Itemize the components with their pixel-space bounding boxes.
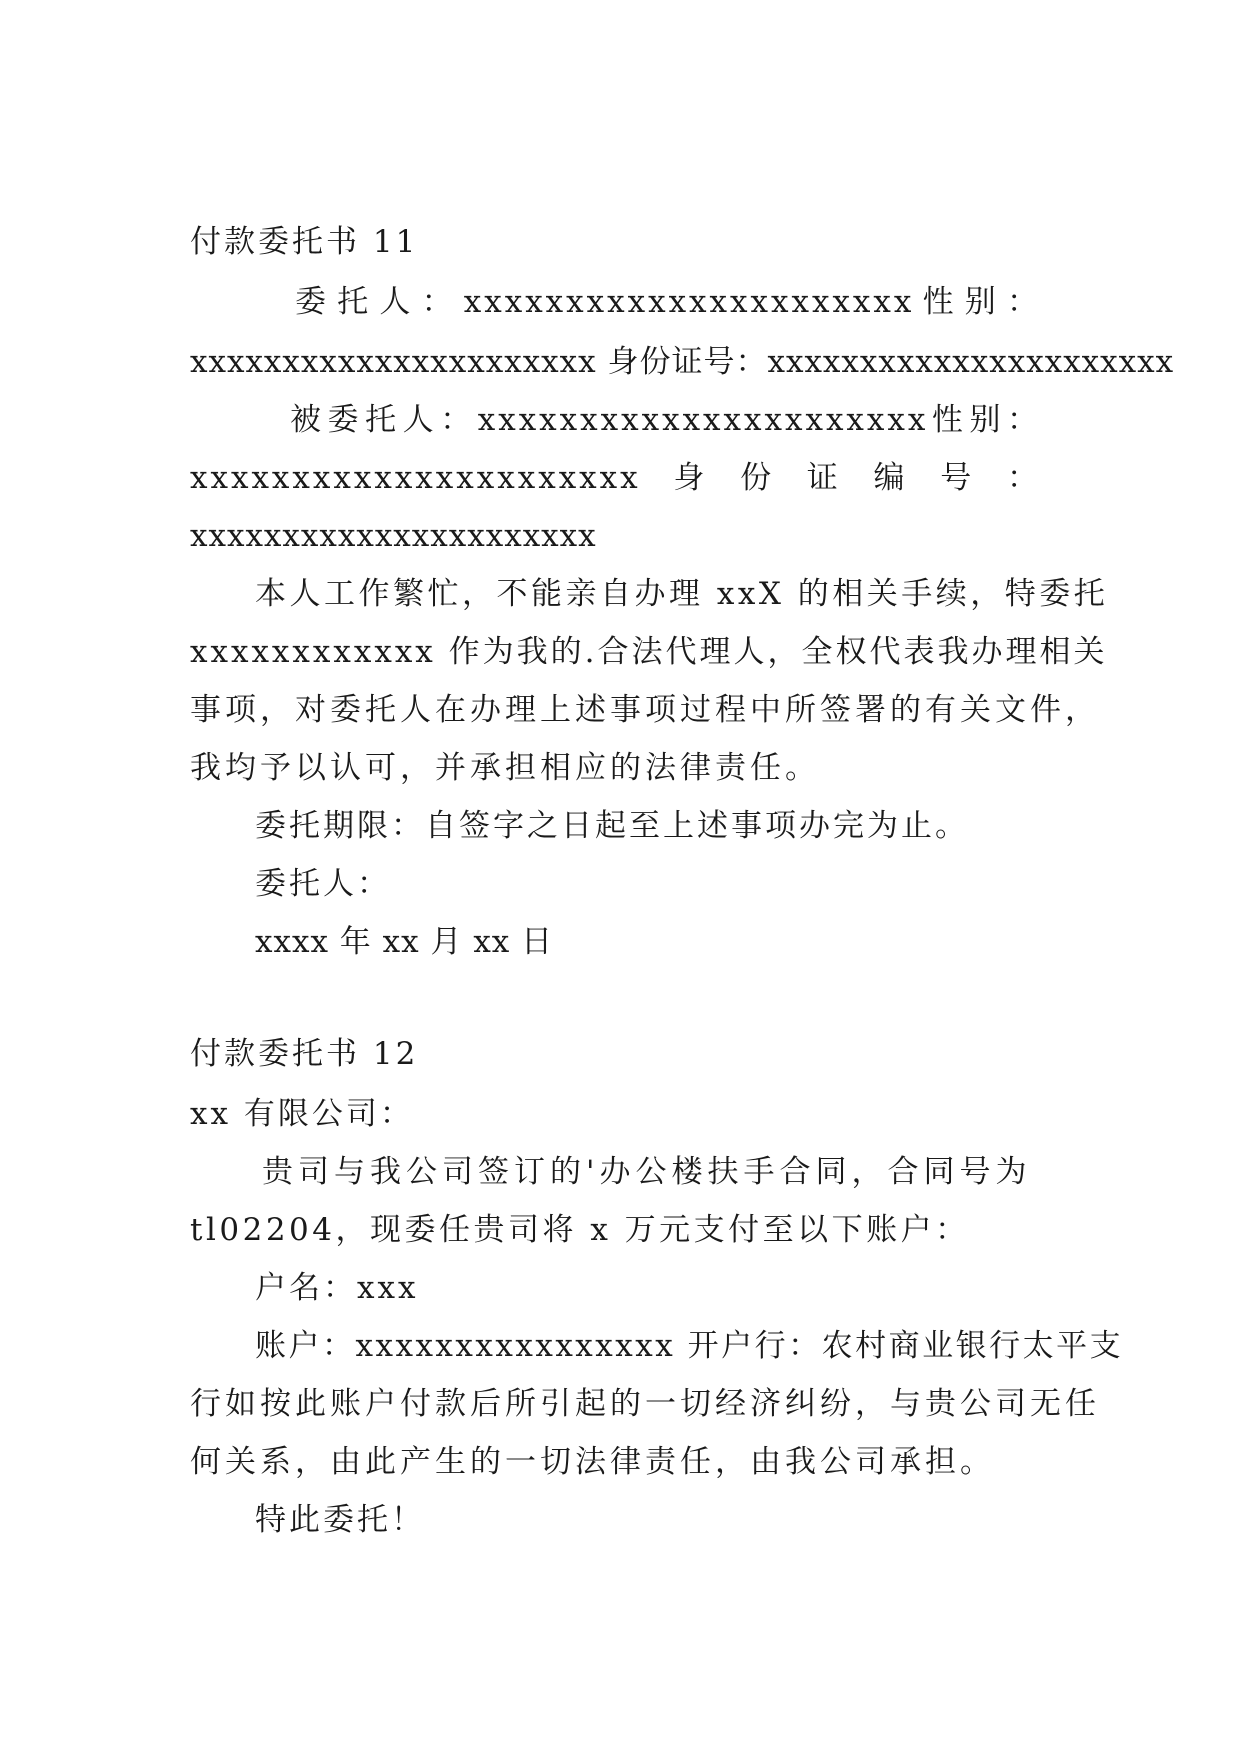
doc11-body-line-1: 本人工作繁忙，不能亲自办理 xxX 的相关手续，特委托 bbox=[255, 576, 1109, 612]
doc11-period: 委托期限：自签字之日起至上述事项办完为止。 bbox=[255, 808, 969, 844]
doc12-account-name: 户名：xxx bbox=[255, 1270, 419, 1306]
principal-label-char-2: 托 bbox=[337, 284, 372, 320]
doc11-agent-id-line bbox=[190, 458, 1041, 498]
doc11-signer: 委托人： bbox=[255, 866, 391, 902]
agent-id-char-3: 证 bbox=[806, 460, 841, 496]
principal-label-colon: ： bbox=[421, 284, 456, 320]
doc11-principal-id-line: xxxxxxxxxxxxxxxxxxxxxx 身份证号：xxxxxxxxxxxxxxxxxxxxxx bbox=[190, 344, 1175, 380]
doc11-body-line-4: 我均予以认可，并承担相应的法律责任。 bbox=[190, 750, 820, 786]
agent-label-char-3: 托 bbox=[365, 402, 400, 438]
principal-gender-char-1: 性 bbox=[922, 284, 957, 320]
doc12-account-line-2: 行如按此账户付款后所引起的一切经济纠纷，与贵公司无任 bbox=[190, 1386, 1100, 1422]
principal-gender-char-2: 别 bbox=[964, 284, 999, 320]
doc12-closing: 特此委托！ bbox=[255, 1502, 425, 1538]
doc12-account-line-1: 账户：xxxxxxxxxxxxxxxx 开户行：农村商业银行太平支 bbox=[255, 1328, 1124, 1364]
agent-label-char-4: 人 bbox=[402, 402, 437, 438]
principal-name-value: xxxxxxxxxxxxxxxxxxxxxx bbox=[463, 284, 915, 320]
agent-id-colon: ： bbox=[1006, 460, 1041, 496]
doc12-account-line-3: 何关系，由此产生的一切法律责任，由我公司承担。 bbox=[190, 1444, 995, 1480]
doc11-body-line-3: 事项，对委托人在办理上述事项过程中所签署的有关文件， bbox=[190, 692, 1100, 728]
agent-label-colon: ： bbox=[440, 402, 475, 438]
agent-name-value: xxxxxxxxxxxxxxxxxxxxxx bbox=[477, 402, 929, 438]
agent-gender-colon: ： bbox=[1007, 402, 1041, 438]
agent-gender-value: xxxxxxxxxxxxxxxxxxxxxx bbox=[190, 460, 641, 496]
doc12-body-line-1: 贵司与我公司签订的'办公楼扶手合同，合同号为 bbox=[262, 1154, 1032, 1190]
doc12-title: 付款委托书 12 bbox=[190, 1036, 419, 1072]
agent-gender-char-2: 别 bbox=[969, 402, 1004, 438]
agent-id-char-1: 身 bbox=[673, 460, 708, 496]
agent-label-char-1: 被 bbox=[290, 402, 324, 438]
agent-label-char-2: 委 bbox=[327, 402, 362, 438]
doc11-principal-line bbox=[295, 282, 1041, 322]
doc11-agent-id-value: xxxxxxxxxxxxxxxxxxxxxx bbox=[190, 518, 597, 554]
doc12-body-line-2: tl02204，现委任贵司将 x 万元支付至以下账户： bbox=[190, 1212, 970, 1248]
doc11-date: xxxx 年 xx 月 xx 日 bbox=[255, 924, 554, 960]
principal-gender-colon: ： bbox=[1006, 284, 1041, 320]
doc12-addressee: xx 有限公司： bbox=[190, 1096, 414, 1132]
agent-id-char-4: 编 bbox=[873, 460, 908, 496]
doc11-body-line-2: xxxxxxxxxxxx 作为我的.合法代理人，全权代表我办理相关 bbox=[190, 634, 1108, 670]
doc11-agent-line bbox=[290, 400, 1041, 440]
principal-label-char-1: 委 bbox=[295, 284, 329, 320]
agent-gender-char-1: 性 bbox=[931, 402, 966, 438]
agent-id-char-5: 号 bbox=[940, 460, 975, 496]
agent-id-char-2: 份 bbox=[740, 460, 775, 496]
principal-label-char-3: 人 bbox=[379, 284, 414, 320]
doc11-title: 付款委托书 11 bbox=[190, 224, 419, 260]
